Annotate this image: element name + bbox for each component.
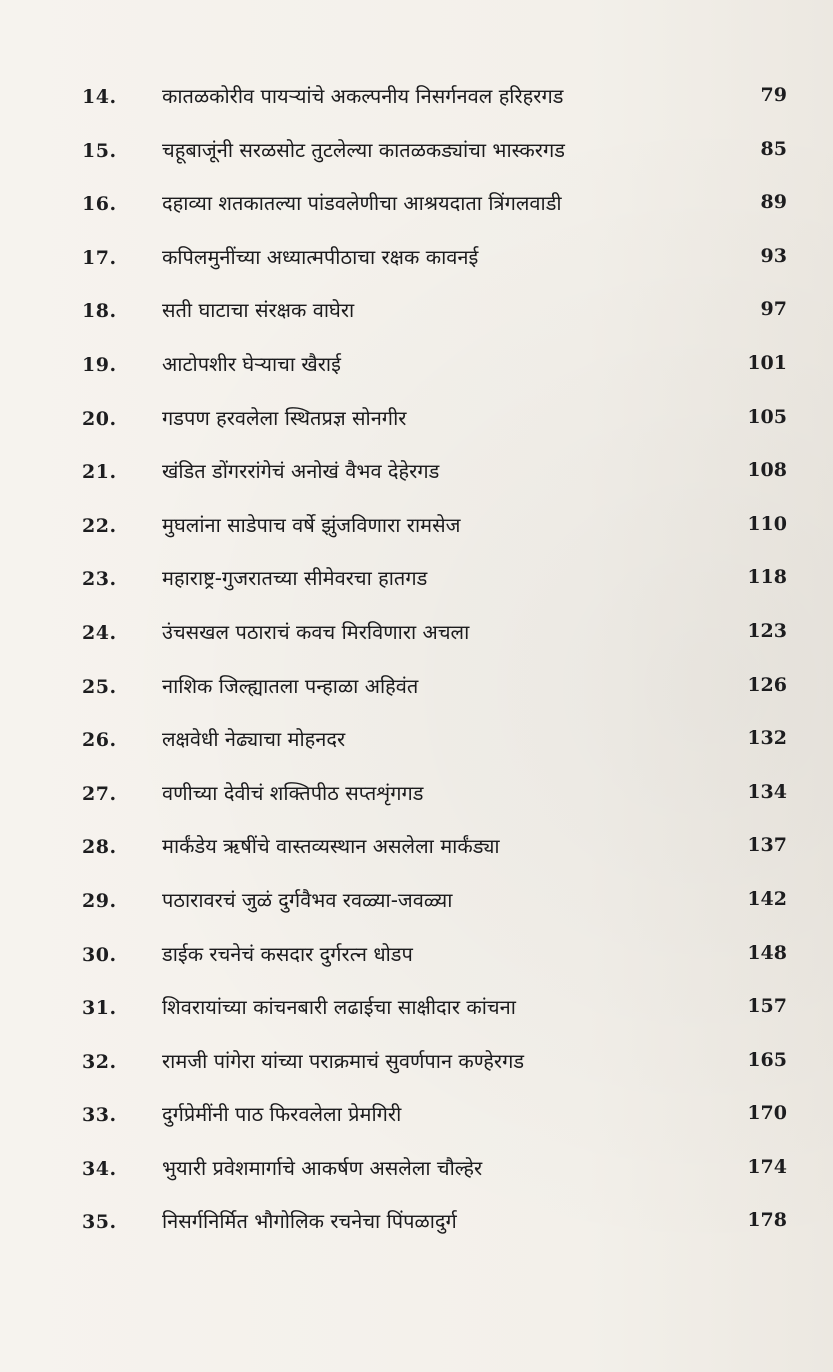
entry-title: खंडित डोंगररांगेचं अनोखं वैभव देहेरगड	[162, 459, 440, 484]
toc-entry	[0, 983, 833, 1037]
entry-page-number: 93	[760, 244, 787, 267]
entry-page-number: 137	[747, 834, 787, 857]
entry-number: 28.	[82, 836, 117, 859]
entry-number: 32.	[82, 1050, 117, 1073]
entry-title: कातळकोरीव पायऱ्यांचे अकल्पनीय निसर्गनवल हरिहरगड	[162, 84, 564, 108]
toc-entry	[0, 233, 833, 287]
entry-title: दुर्गप्रेमींनी पाठ फिरवलेला प्रेमगिरी	[162, 1102, 402, 1127]
entry-number: 23.	[82, 568, 117, 591]
entry-title: वणीच्या देवीचं शक्तिपीठ सप्तशृंगगड	[162, 780, 424, 805]
entry-number: 25.	[82, 675, 117, 698]
table-of-contents	[0, 72, 833, 1251]
entry-page-number: 148	[747, 941, 787, 964]
entry-page-number: 132	[747, 727, 787, 750]
entry-number: 18.	[82, 300, 117, 323]
toc-entry	[0, 1037, 833, 1091]
toc-entry	[0, 394, 833, 448]
entry-page-number: 126	[747, 673, 787, 696]
entry-number: 16.	[82, 193, 117, 216]
entry-number: 30.	[82, 943, 117, 966]
entry-number: 24.	[82, 621, 117, 644]
entry-title: गडपण हरवलेला स्थितप्रज्ञ सोनगीर	[162, 405, 407, 430]
entry-page-number: 79	[760, 84, 787, 106]
toc-entry	[0, 340, 833, 394]
entry-number: 14.	[82, 86, 117, 108]
toc-entry	[0, 715, 833, 769]
toc-entry	[0, 286, 833, 340]
toc-entry	[0, 72, 833, 126]
toc-entry	[0, 554, 833, 608]
toc-entry	[0, 769, 833, 823]
entry-title: उंचसखल पठाराचं कवच मिरविणारा अचला	[162, 619, 470, 644]
toc-entry	[0, 179, 833, 233]
entry-number: 33.	[82, 1104, 117, 1127]
entry-title: शिवरायांच्या कांचनबारी लढाईचा साक्षीदार कांचना	[162, 995, 516, 1020]
entry-title: पठारावरचं जुळं दुर्गवैभव रवळ्या-जवळ्या	[162, 887, 453, 912]
toc-entry	[0, 822, 833, 876]
entry-page-number: 134	[747, 780, 787, 803]
entry-number: 17.	[82, 246, 117, 269]
entry-number: 34.	[82, 1157, 117, 1180]
entry-page-number: 85	[760, 137, 787, 160]
entry-title: महाराष्ट्र-गुजरातच्या सीमेवरचा हातगड	[162, 566, 428, 591]
entry-page-number: 89	[760, 191, 787, 214]
toc-entry	[0, 1197, 833, 1251]
entry-page-number: 170	[747, 1102, 787, 1125]
entry-title: मार्कंडेय ऋषींचे वास्तव्यस्थान असलेला मार्कंड्या	[162, 834, 500, 859]
entry-number: 31.	[82, 997, 117, 1020]
entry-page-number: 178	[747, 1209, 787, 1232]
entry-page-number: 97	[760, 298, 787, 321]
toc-entry	[0, 1090, 833, 1144]
toc-entry	[0, 876, 833, 930]
entry-title: निसर्गनिर्मित भौगोलिक रचनेचा पिंपळादुर्ग	[162, 1209, 457, 1234]
toc-entry	[0, 662, 833, 716]
entry-number: 26.	[82, 729, 117, 752]
entry-title: रामजी पांगेरा यांच्या पराक्रमाचं सुवर्णपान कण्हेरगड	[162, 1048, 525, 1073]
entry-page-number: 108	[747, 459, 787, 482]
entry-page-number: 165	[747, 1048, 787, 1071]
entry-title: लक्षवेधी नेढ्याचा मोहनदर	[162, 727, 346, 752]
entry-title: दहाव्या शतकातल्या पांडवलेणीचा आश्रयदाता त्रिंगलवाडी	[162, 191, 562, 216]
entry-number: 27.	[82, 782, 117, 805]
entry-page-number: 174	[747, 1155, 787, 1178]
toc-entry	[0, 447, 833, 501]
toc-entry	[0, 126, 833, 180]
entry-title: चहूबाजूंनी सरळसोट तुटलेल्या कातळकड्यांचा भास्करगड	[162, 137, 565, 162]
entry-title: डाईक रचनेचं कसदार दुर्गरत्न धोडप	[162, 941, 413, 966]
entry-number: 15.	[82, 139, 117, 162]
entry-page-number: 157	[747, 995, 787, 1018]
entry-page-number: 110	[747, 512, 787, 535]
entry-number: 20.	[82, 407, 117, 430]
entry-number: 29.	[82, 889, 117, 912]
entry-title: कपिलमुनींच्या अध्यात्मपीठाचा रक्षक कावनई	[162, 244, 479, 269]
entry-page-number: 142	[747, 887, 787, 910]
entry-number: 35.	[82, 1211, 117, 1234]
entry-number: 21.	[82, 461, 117, 484]
toc-entry	[0, 501, 833, 555]
entry-number: 19.	[82, 353, 117, 376]
toc-entry	[0, 608, 833, 662]
entry-title: सती घाटाचा संरक्षक वाघेरा	[162, 298, 355, 323]
toc-entry	[0, 930, 833, 984]
entry-page-number: 101	[747, 351, 787, 374]
toc-entry	[0, 1144, 833, 1198]
entry-page-number: 105	[747, 405, 787, 428]
entry-page-number: 118	[747, 566, 787, 589]
entry-page-number: 123	[747, 619, 787, 642]
entry-title: मुघलांना साडेपाच वर्षे झुंजविणारा रामसेज	[162, 512, 461, 537]
entry-title: भुयारी प्रवेशमार्गाचे आकर्षण असलेला चौल्हेर	[162, 1155, 483, 1180]
entry-title: आटोपशीर घेऱ्याचा खैराई	[162, 351, 341, 376]
entry-title: नाशिक जिल्ह्यातला पन्हाळा अहिवंत	[162, 673, 419, 698]
entry-number: 22.	[82, 514, 117, 537]
